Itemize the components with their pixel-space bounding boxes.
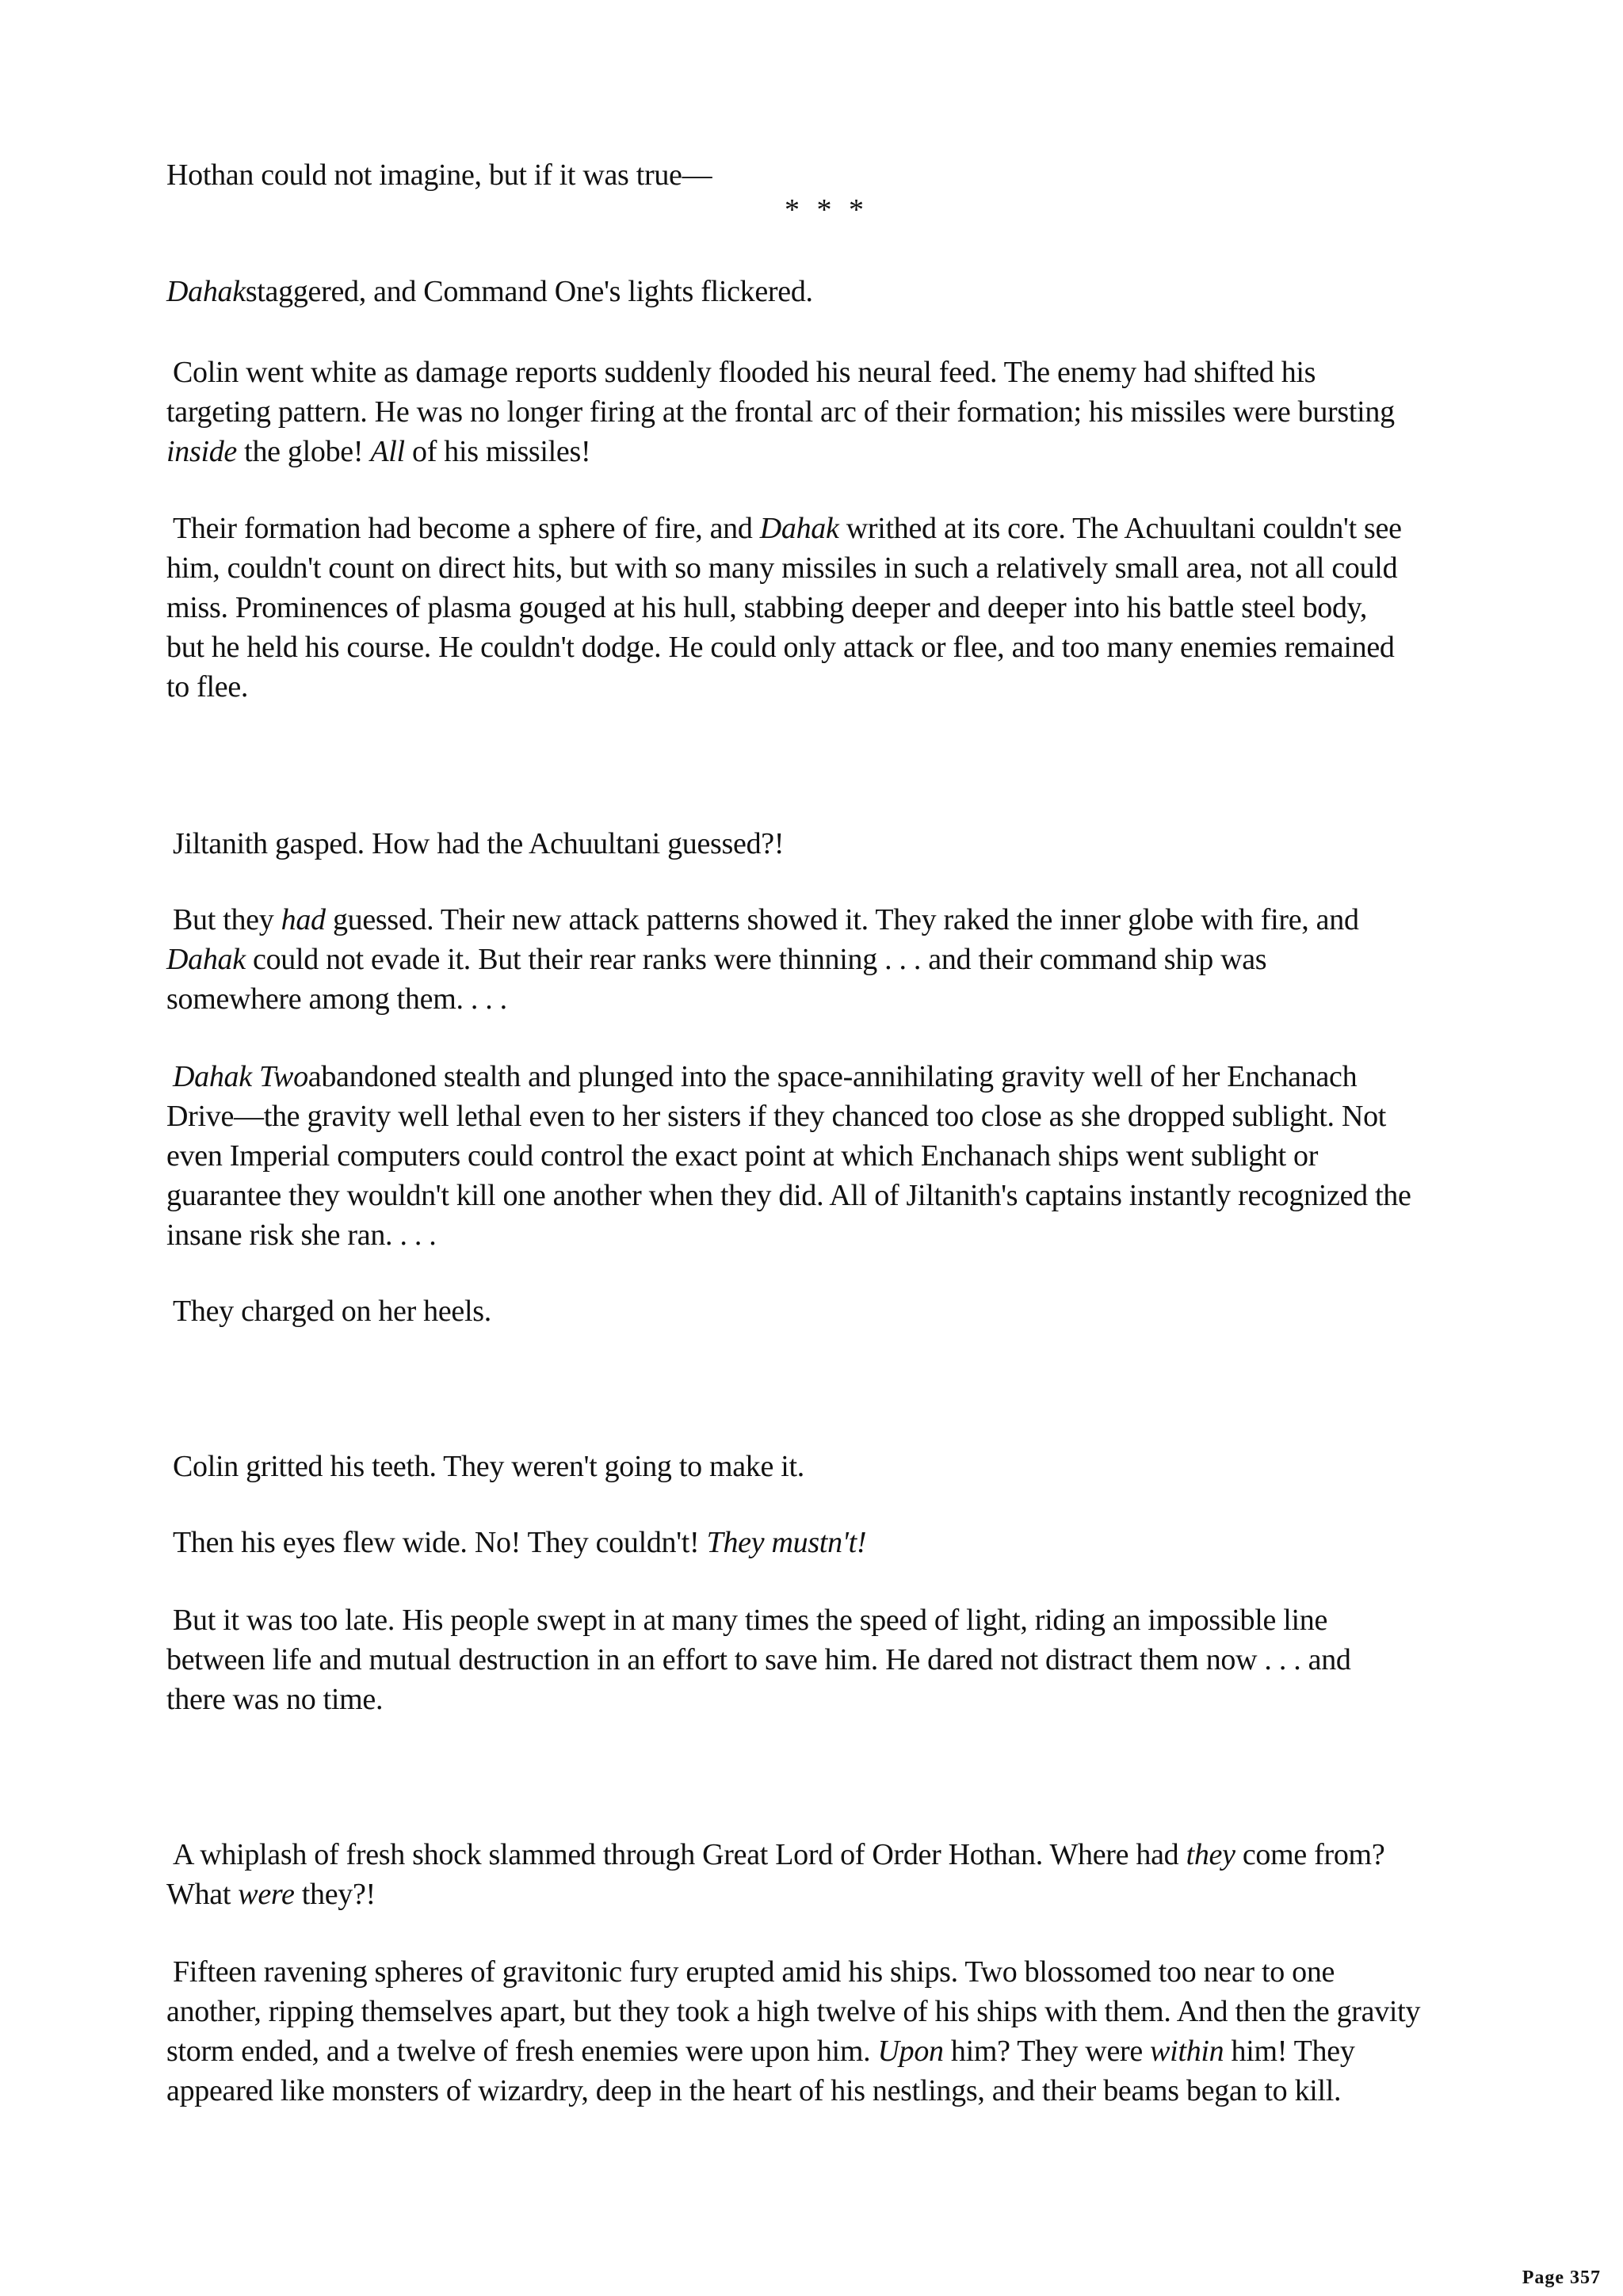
page-number: Page 357 <box>1522 2267 1601 2288</box>
text-run: between life and mutual destruction in an effort to save him. He dared not distract them now . . . and <box>166 1643 1351 1676</box>
text-run: somewhere among them. . . . <box>166 982 507 1016</box>
text-run: targeting pattern. He was no longer firing at the frontal arc of their formation; his missiles were bursting <box>166 395 1395 429</box>
text-line <box>173 1835 1384 1875</box>
text-run: the globe! <box>236 435 371 468</box>
text-run: They charged on her heels. <box>173 1295 491 1328</box>
text-line <box>173 824 784 864</box>
text-run: Hothan could not imagine, but if it was true— <box>166 158 712 192</box>
italic-text: Dahak Two <box>173 1060 308 1093</box>
text-line <box>166 1875 376 1914</box>
italic-text: Upon <box>877 2035 944 2068</box>
text-run: guessed. Their new attack patterns showed it. They raked the inner globe with fire, and <box>325 903 1359 936</box>
text-line <box>173 353 1316 392</box>
text-line <box>173 1600 1327 1640</box>
text-run: another, ripping themselves apart, but they took a high twelve of his ships with them. And then the gravity <box>166 1995 1421 2028</box>
text-line <box>166 1097 1386 1136</box>
text-run: A whiplash of fresh shock slammed through Great Lord of Order Hothan. Where had <box>173 1838 1186 1871</box>
italic-text: Dahak <box>759 512 839 545</box>
text-line <box>173 1523 866 1562</box>
scene-separator: * * * <box>785 193 869 227</box>
text-line <box>173 1952 1335 1992</box>
text-run: But it was too late. His people swept in at many times the speed of light, riding an impossible line <box>173 1604 1328 1637</box>
text-line <box>166 272 813 311</box>
text-line <box>166 979 507 1019</box>
text-run: But they <box>173 903 281 936</box>
text-run: insane risk she ran. . . . <box>166 1219 437 1252</box>
text-run: there was no time. <box>166 1683 384 1716</box>
text-run: guarantee they wouldn't kill one another when they did. All of Jiltanith's captains instantly recognized the <box>166 1179 1411 1212</box>
italic-text: Dahak <box>166 943 246 976</box>
italic-text: inside <box>166 435 237 468</box>
text-run: him, couldn't count on direct hits, but with so many missiles in such a relatively small area, not all could <box>166 551 1398 585</box>
text-line <box>173 1291 491 1331</box>
italic-text: All <box>370 435 405 468</box>
text-line <box>166 1640 1351 1680</box>
text-run: What <box>166 1878 239 1911</box>
text-line <box>166 940 1266 979</box>
text-run: even Imperial computers could control the exact point at which Enchanach ships went sublight or <box>166 1139 1319 1173</box>
text-run: Fifteen ravening spheres of gravitonic fury erupted amid his ships. Two blossomed too near to one <box>173 1955 1335 1989</box>
text-line <box>166 667 248 707</box>
text-line <box>166 392 1395 432</box>
text-run: could not evade it. But their rear ranks were thinning . . . and their command ship was <box>245 943 1267 976</box>
text-run: Jiltanith gasped. How had the Achuultani guessed?! <box>173 827 785 860</box>
text-run: of his missiles! <box>404 435 591 468</box>
text-line <box>166 1992 1420 2031</box>
text-line <box>166 588 1367 627</box>
italic-text: had <box>281 903 326 936</box>
text-line <box>173 1447 804 1486</box>
text-run: Then his eyes flew wide. No! They couldn't! <box>173 1526 707 1559</box>
text-run: to flee. <box>166 670 249 704</box>
text-line <box>166 155 712 195</box>
italic-text: within <box>1150 2035 1224 2068</box>
italic-text: They mustn't! <box>706 1526 867 1559</box>
text-run: staggered, and Command One's lights flickered. <box>245 275 813 308</box>
text-line <box>166 2031 1355 2071</box>
text-run: Their formation had become a sphere of fire, and <box>173 512 760 545</box>
text-line <box>166 1215 436 1255</box>
text-line <box>173 900 1359 940</box>
text-run: but he held his course. He couldn't dodge. He could only attack or flee, and too many enemies remained <box>166 631 1395 664</box>
italic-text: were <box>238 1878 295 1911</box>
text-line <box>166 548 1397 588</box>
text-run: storm ended, and a twelve of fresh enemies were upon him. <box>166 2035 878 2068</box>
text-line <box>166 1136 1318 1176</box>
text-run: appeared like monsters of wizardry, deep in the heart of his nestlings, and their beams began to kill. <box>166 2074 1342 2107</box>
italic-text: Dahak <box>166 275 246 308</box>
text-run: Drive—the gravity well lethal even to her sisters if they chanced too close as she dropped sublight. Not <box>166 1100 1387 1133</box>
text-run: Colin went white as damage reports suddenly flooded his neural feed. The enemy had shifted his <box>173 356 1316 389</box>
text-line <box>166 432 590 471</box>
text-run: him? They were <box>943 2035 1151 2068</box>
text-run: Colin gritted his teeth. They weren't going to make it. <box>173 1450 804 1483</box>
text-run: come from? <box>1235 1838 1385 1871</box>
text-line <box>166 2071 1341 2111</box>
text-line <box>173 509 1402 548</box>
text-line <box>173 1057 1357 1097</box>
text-line <box>166 1680 383 1719</box>
text-run: him! They <box>1224 2035 1355 2068</box>
text-line <box>166 627 1395 667</box>
text-run: they?! <box>294 1878 376 1911</box>
italic-text: they <box>1186 1838 1235 1871</box>
text-run: miss. Prominences of plasma gouged at his hull, stabbing deeper and deeper into his battle steel body, <box>166 591 1368 624</box>
text-run: abandoned stealth and plunged into the space-annihilating gravity well of her Enchanach <box>307 1060 1358 1093</box>
text-line <box>166 1176 1411 1215</box>
text-run: writhed at its core. The Achuultani couldn't see <box>838 512 1402 545</box>
